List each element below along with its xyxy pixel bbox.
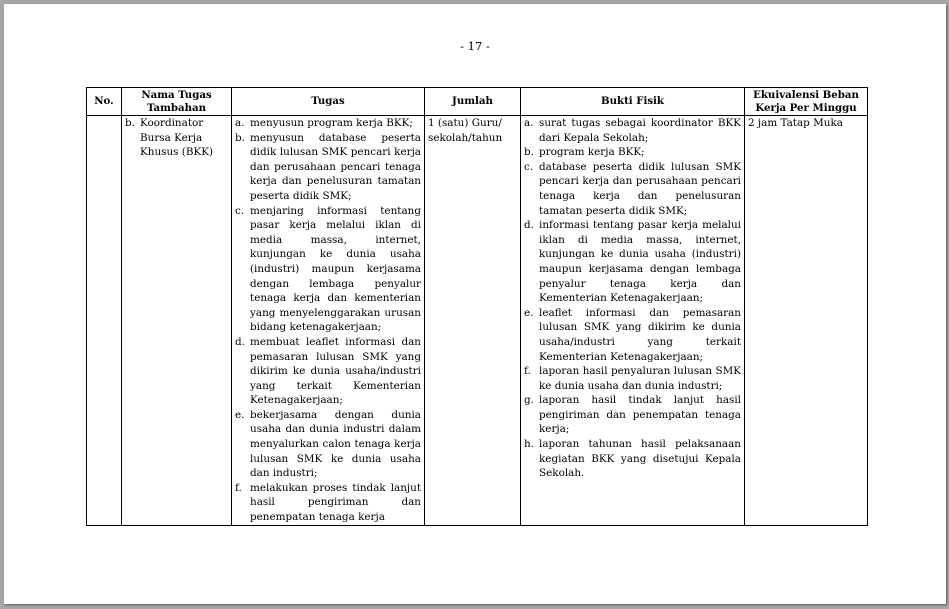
list-item-letter: h.: [524, 438, 534, 451]
list-item-letter: d.: [235, 335, 245, 348]
list-item-text: laporan hasil tindak lanjut hasil pengiriman dan penempatan tenaga kerja;: [539, 394, 741, 436]
list-item: [524, 116, 741, 145]
list-item-text: melakukan proses tindak lanjut hasil pengiriman dan penempatan tenaga kerja: [250, 481, 421, 524]
list-item: [524, 364, 741, 393]
cell-assignment: [122, 116, 232, 526]
list-item-text: informasi tentang pasar kerja melalui iklan di media massa, internet, kunjungan ke dunia usaha (industri) maupun kerjasama dengan lembaga penyalur tenaga kerja dan Kementerian Ketenagakerjaan;: [539, 219, 741, 305]
list-item: [524, 306, 741, 364]
list-item-text: menyusun database peserta didik lulusan SMK pencari kerja dan perusahaan pencari tenaga kerja dan penelusuran tamatan peserta didik SMK;: [250, 131, 421, 202]
list-item-text: menjaring informasi tentang pasar kerja melalui iklan di media massa, internet, kunjungan ke dunia usaha (industri) maupun kerjasama dengan lembaga penyalur tenaga kerja dan kementerian yang menyelenggarakan urusan bidang ketenagakerjaan;: [250, 204, 421, 334]
list-item-letter: f.: [235, 481, 242, 494]
list-item-letter: d.: [524, 219, 534, 232]
tasks-list: [235, 116, 421, 525]
list-item-text: membuat leaflet informasi dan pemasaran lulusan SMK yang dikirim ke dunia usaha/industri yang terkait Kementerian Ketenagakerjaan;: [250, 335, 421, 407]
list-item: [524, 393, 741, 437]
list-item-letter: b.: [235, 131, 245, 144]
table-header-row: [87, 88, 868, 116]
header-amount: Jumlah: [425, 88, 521, 116]
workload-table: [86, 87, 868, 526]
list-item-letter: b.: [524, 146, 534, 159]
list-item-text: database peserta didik lulusan SMK pencari kerja dan perusahaan pencari tenaga kerja dan penelusuran tamatan peserta didik SMK;: [539, 160, 741, 217]
list-item-text: bekerjasama dengan dunia usaha dan dunia industri dalam menyalurkan calon tenaga kerja lulusan SMK ke dunia usaha dan industri;: [250, 408, 421, 480]
header-no: No.: [87, 88, 122, 116]
header-evidence: Bukti Fisik: [521, 88, 745, 116]
list-item-text: menyusun program kerja BKK;: [250, 117, 413, 129]
list-item: [524, 218, 741, 306]
list-item: [524, 160, 741, 218]
evidence-list: [524, 116, 741, 481]
list-item-letter: c.: [524, 160, 534, 173]
list-item-letter: a.: [524, 117, 534, 129]
list-item-letter: c.: [235, 204, 245, 217]
cell-amount: 1 (satu) Guru/ sekolah/tahun: [425, 116, 521, 526]
list-item-text: leaflet informasi dan pemasaran lulusan SMK yang dikirim ke dunia usaha/industri yang terkait Kementerian Ketenagakerjaan;: [539, 306, 741, 363]
list-item: [235, 481, 421, 525]
list-item: [235, 408, 421, 481]
header-assignment: Nama Tugas Tambahan: [122, 88, 232, 116]
header-tasks: Tugas: [232, 88, 425, 116]
cell-evidence: [521, 116, 745, 526]
list-item-text: surat tugas sebagai koordinator BKK dari Kepala Sekolah;: [539, 117, 741, 144]
list-item: [235, 116, 421, 131]
page-number: - 17 -: [460, 39, 490, 53]
table-row: [87, 116, 868, 526]
assignment-letter: b.: [125, 117, 135, 129]
list-item-letter: f.: [524, 365, 531, 378]
list-item-letter: e.: [235, 408, 245, 421]
list-item: [524, 437, 741, 481]
cell-no: [87, 116, 122, 526]
document-page: [4, 4, 946, 604]
list-item-text: laporan tahunan hasil pelaksanaan kegiatan BKK yang disetujui Kepala Sekolah.: [539, 438, 741, 480]
list-item-text: program kerja BKK;: [539, 146, 645, 159]
list-item: [524, 145, 741, 160]
assignment-name: Koordinator Bursa Kerja Khusus (BKK): [140, 117, 214, 159]
header-equivalence: Ekuivalensi Beban Kerja Per Minggu: [745, 88, 868, 116]
list-item: [235, 131, 421, 204]
list-item: [235, 335, 421, 408]
cell-tasks: [232, 116, 425, 526]
list-item-letter: a.: [235, 117, 245, 129]
cell-equivalence: 2 jam Tatap Muka: [745, 116, 868, 526]
list-item-text: laporan hasil penyaluran lulusan SMK ke dunia usaha dan dunia industri;: [539, 365, 741, 392]
list-item: [235, 204, 421, 335]
list-item-letter: g.: [524, 394, 534, 407]
list-item-letter: e.: [524, 306, 534, 319]
